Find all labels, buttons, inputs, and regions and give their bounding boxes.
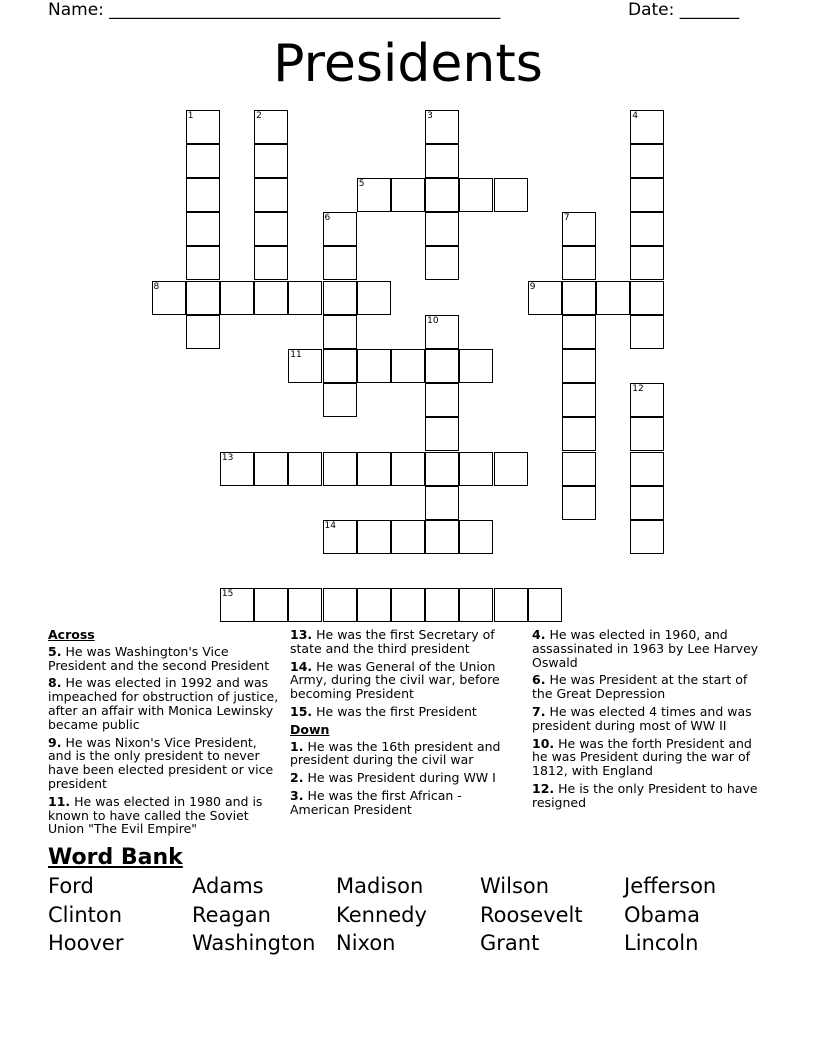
crossword-cell[interactable] — [425, 144, 459, 178]
word-bank-item: Washington — [192, 931, 316, 955]
crossword-cell[interactable] — [494, 452, 528, 486]
crossword-cell[interactable] — [323, 452, 357, 486]
crossword-cell[interactable] — [186, 178, 220, 212]
crossword-cell[interactable] — [630, 452, 664, 486]
clue-down-12: 12. He is the only President to have resigned — [532, 780, 758, 810]
crossword-cell[interactable] — [391, 588, 425, 622]
crossword-cell[interactable] — [357, 281, 391, 315]
down-heading: Down — [290, 721, 330, 737]
clue-number: 10 — [427, 315, 439, 326]
crossword-cell[interactable] — [357, 349, 391, 383]
across-heading: Across — [48, 627, 95, 642]
crossword-cell[interactable] — [152, 281, 186, 315]
crossword-cell[interactable] — [254, 144, 288, 178]
crossword-cell[interactable] — [562, 349, 596, 383]
crossword-cell[interactable] — [220, 588, 254, 622]
clue-down-3: 3. He was the first African - American President — [290, 787, 462, 817]
crossword-cell[interactable] — [630, 520, 664, 554]
crossword-cell[interactable] — [425, 246, 459, 280]
crossword-cell[interactable] — [357, 520, 391, 554]
clue-across-13: 13. He was the first Secretary of state and the third president — [290, 627, 495, 656]
crossword-cell[interactable] — [630, 144, 664, 178]
date-field-label[interactable]: Date: _______ — [628, 0, 740, 20]
crossword-cell[interactable] — [425, 383, 459, 417]
crossword-cell[interactable] — [288, 349, 322, 383]
name-field-label[interactable]: Name: ______________________________________________ — [48, 0, 501, 20]
word-bank-item: Clinton — [48, 902, 123, 927]
crossword-cell[interactable] — [425, 417, 459, 451]
crossword-cell[interactable] — [425, 486, 459, 520]
crossword-cell[interactable] — [254, 281, 288, 315]
clue-across-8: 8. He was elected in 1992 and was impeached for obstruction of justice, after an affair with Monica Lewinsky became public — [48, 675, 279, 732]
crossword-cell[interactable] — [323, 349, 357, 383]
crossword-cell[interactable] — [425, 588, 459, 622]
crossword-cell[interactable] — [186, 281, 220, 315]
crossword-cell[interactable] — [630, 417, 664, 451]
clue-down-6: 6. He was President at the start of the Great Depression — [532, 672, 748, 702]
crossword-cell[interactable] — [562, 246, 596, 280]
crossword-cell[interactable] — [630, 281, 664, 315]
crossword-cell[interactable] — [425, 212, 459, 246]
crossword-cell[interactable] — [220, 281, 254, 315]
word-bank-item: Lincoln — [624, 931, 699, 955]
clue-number: 14 — [324, 520, 336, 531]
crossword-cell[interactable] — [186, 110, 220, 144]
crossword-cell[interactable] — [630, 486, 664, 520]
word-bank-item: Kennedy — [336, 902, 427, 927]
clue-number: 3 — [427, 110, 433, 121]
clue-number: 9 — [529, 281, 536, 292]
crossword-cell[interactable] — [528, 588, 562, 622]
crossword-cell[interactable] — [459, 349, 493, 383]
clue-number: 13 — [221, 452, 234, 463]
crossword-cell[interactable] — [562, 383, 596, 417]
crossword-cell[interactable] — [254, 110, 288, 144]
clue-down-4: 4. He was elected in 1960, and assassinated in 1963 by Lee Harvey Oswald — [532, 627, 759, 670]
word-bank-item: Jefferson — [624, 874, 717, 898]
crossword-cell[interactable] — [323, 520, 357, 554]
word-bank-item: Hoover — [48, 931, 124, 955]
word-bank-item: Reagan — [192, 902, 271, 927]
crossword-cell[interactable] — [459, 588, 493, 622]
crossword-cell[interactable] — [357, 178, 391, 212]
crossword-cell[interactable] — [391, 452, 425, 486]
clue-across-5: 5. He was Washington's Vice President and the second President — [48, 643, 270, 673]
word-bank-item: Grant — [480, 931, 540, 955]
crossword-cell[interactable] — [323, 383, 357, 417]
crossword-cell[interactable] — [254, 588, 288, 622]
crossword-cell[interactable] — [630, 383, 664, 417]
crossword-cell[interactable] — [254, 246, 288, 280]
crossword-cell[interactable] — [459, 520, 493, 554]
clue-across-15: 15. He was the first President — [290, 703, 477, 719]
clue-number: 4 — [632, 110, 639, 121]
crossword-cell[interactable] — [254, 212, 288, 246]
clue-number: 11 — [290, 349, 302, 360]
crossword-cell[interactable] — [562, 486, 596, 520]
crossword-cell[interactable] — [391, 178, 425, 212]
crossword-cell[interactable] — [288, 281, 322, 315]
crossword-cell[interactable] — [186, 144, 220, 178]
word-bank — [48, 872, 788, 958]
clue-number: 6 — [324, 213, 331, 224]
crossword-cell[interactable] — [528, 281, 562, 315]
crossword-cell[interactable] — [357, 452, 391, 486]
crossword-cell[interactable] — [562, 417, 596, 451]
crossword-cell[interactable] — [220, 452, 254, 486]
crossword-cell[interactable] — [630, 178, 664, 212]
clue-number: 12 — [632, 384, 644, 395]
clue-number: 2 — [256, 110, 262, 121]
crossword-cell[interactable] — [288, 452, 322, 486]
crossword-cell[interactable] — [391, 349, 425, 383]
crossword-cell[interactable] — [630, 110, 664, 144]
word-bank-item: Obama — [624, 902, 701, 927]
crossword-cell[interactable] — [630, 212, 664, 246]
crossword-cell[interactable] — [494, 178, 528, 212]
clue-number: 1 — [187, 110, 194, 121]
crossword-cell[interactable] — [562, 212, 596, 246]
clue-down-1: 1. He was the 16th president and president during the civil war — [290, 738, 501, 768]
crossword-cell[interactable] — [494, 588, 528, 622]
crossword-cell[interactable] — [357, 588, 391, 622]
clue-down-7: 7. He was elected 4 times and was president during most of WW II — [532, 703, 752, 733]
clues-column-2 — [290, 628, 514, 821]
crossword-cell[interactable] — [323, 315, 357, 349]
word-bank-item: Madison — [336, 874, 424, 898]
clue-across-9: 9. He was Nixon's Vice President, and is the only president to never have been elected president or vice president — [48, 734, 274, 791]
crossword-cell[interactable] — [391, 520, 425, 554]
word-bank-item: Nixon — [336, 931, 396, 955]
crossword-cell[interactable] — [323, 281, 357, 315]
crossword-cell[interactable] — [425, 315, 459, 349]
clue-number: 5 — [358, 178, 365, 189]
crossword-cell[interactable] — [425, 452, 459, 486]
crossword-cell[interactable] — [323, 212, 357, 246]
crossword-cell[interactable] — [323, 246, 357, 280]
word-bank-item: Wilson — [480, 874, 550, 898]
word-bank-item: Roosevelt — [480, 902, 583, 927]
header — [48, 0, 740, 20]
page-title: Presidents — [273, 34, 543, 94]
crossword-cell[interactable] — [596, 281, 630, 315]
clues-column-1 — [48, 628, 280, 840]
crossword-cell[interactable] — [425, 349, 459, 383]
crossword-cell[interactable] — [630, 246, 664, 280]
clues-column-3 — [532, 628, 768, 814]
crossword-cell[interactable] — [254, 178, 288, 212]
clue-number: 15 — [221, 589, 234, 600]
crossword-cell[interactable] — [186, 212, 220, 246]
word-bank-item: Adams — [192, 874, 264, 898]
word-bank-item: Ford — [48, 874, 94, 898]
crossword-cell[interactable] — [254, 452, 288, 486]
crossword-cell[interactable] — [562, 315, 596, 349]
crossword-cell[interactable] — [562, 452, 596, 486]
word-bank-title: Word Bank — [48, 845, 183, 870]
crossword-cell[interactable] — [186, 246, 220, 280]
clue-down-2: 2. He was President during WW I — [290, 770, 496, 786]
crossword-cell[interactable] — [425, 520, 459, 554]
crossword-cell[interactable] — [562, 281, 596, 315]
clue-number: 8 — [153, 281, 160, 292]
crossword-cell[interactable] — [459, 178, 493, 212]
crossword-cell[interactable] — [186, 315, 220, 349]
crossword-cell[interactable] — [323, 588, 357, 622]
crossword-cell[interactable] — [630, 315, 664, 349]
clue-across-11: 11. He was elected in 1980 and is known to have called the Soviet Union "The Evil Empire" — [48, 793, 263, 837]
clue-number: 7 — [563, 213, 570, 224]
crossword-cell[interactable] — [425, 178, 459, 212]
crossword-cell[interactable] — [459, 452, 493, 486]
clue-across-14: 14. He was General of the Union Army, during the civil war, before becoming President — [290, 658, 500, 702]
crossword-cell[interactable] — [288, 588, 322, 622]
crossword-cell[interactable] — [425, 110, 459, 144]
clue-down-10: 10. He was the forth President and he was President during the war of 1812, with England — [532, 735, 752, 779]
